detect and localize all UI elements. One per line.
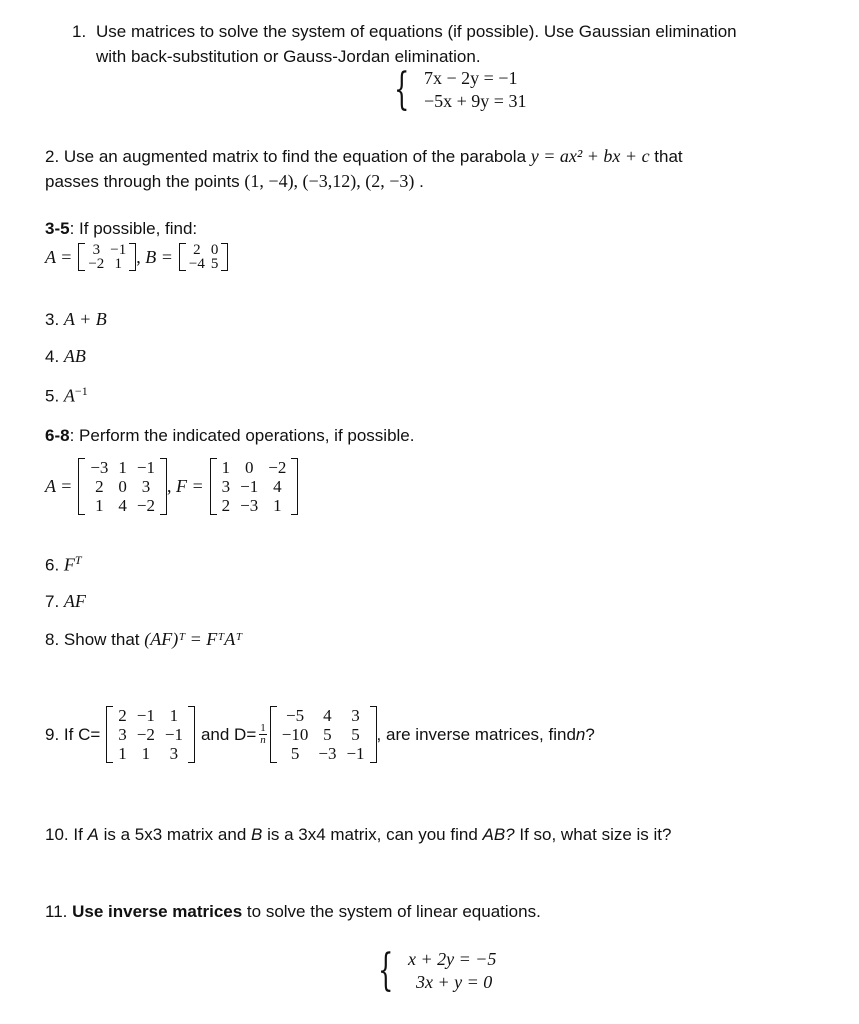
item-3: [45, 309, 107, 330]
matrix-d-cell: −5: [286, 706, 305, 725]
item-8-equation: (AF)ᵀ = FᵀAᵀ: [144, 629, 243, 649]
q2-line1: [45, 146, 683, 167]
matrix-d-cell: 5: [290, 744, 300, 763]
item-6-sup: T: [74, 553, 82, 567]
matrix-f-cell: −1: [240, 477, 259, 496]
q9-end: ?: [585, 724, 595, 744]
matrix-d: [270, 706, 377, 763]
q10-t4: If so, what size is it?: [514, 825, 672, 844]
item-4: [45, 346, 86, 367]
matrix-a3-cell: −2: [136, 496, 156, 515]
matrix-a-label: A =: [45, 246, 73, 267]
item-6-number: 6.: [45, 555, 60, 575]
matrix-a3-cell: 1: [95, 496, 104, 515]
q35-matrices: A = 3 −1 −2 1 , B = 2 0 −4 5: [45, 243, 228, 271]
matrix-a3-cell: 0: [118, 477, 127, 496]
matrix-f-cell: −2: [268, 458, 287, 477]
q9-and: and D=: [200, 724, 257, 744]
matrix-a3-cell: 2: [95, 477, 104, 496]
matrix-a-small-cell: 1: [114, 256, 123, 272]
matrix-d-cell: 3: [351, 706, 360, 725]
matrix-a3-cell: 3: [141, 477, 151, 496]
matrix-c-cell: −1: [136, 706, 155, 725]
matrix-a3-cell: −1: [136, 458, 156, 477]
q10-a: A: [87, 825, 99, 844]
q9-frac-num: 1: [260, 722, 266, 734]
matrix-a3-label: A =: [45, 476, 73, 496]
matrix-c-cell: 2: [118, 706, 127, 725]
matrix-b-small-cell: 2: [193, 242, 201, 258]
q9-frac-den: n: [260, 734, 266, 746]
item-7-expr: AF: [63, 591, 86, 611]
q11-eq2: 3x + y = 0: [416, 972, 493, 992]
q10-t1: 10. If: [45, 825, 88, 844]
q68-heading-rest: : Perform the indicated operations, if possible.: [69, 426, 415, 445]
matrix-b-small-cell: 5: [210, 256, 219, 272]
item-8: [45, 629, 242, 650]
q2-line2-suffix: .: [414, 172, 424, 191]
item-4-expr: AB: [63, 346, 86, 366]
q11-eq1: x + 2y = −5: [408, 949, 497, 969]
matrix-a3-cell: 1: [118, 458, 127, 477]
q1-line2: with back-substitution or Gauss-Jordan elimination.: [96, 47, 481, 66]
matrix-f-cell: 2: [221, 496, 231, 515]
q2-line1-suffix: that: [649, 147, 683, 166]
q68-heading-bold: 6-8: [45, 426, 70, 445]
q10-b: B: [251, 825, 263, 844]
item-6: [45, 553, 82, 576]
matrix-d-cell: −10: [281, 725, 309, 744]
matrix-d-cell: 5: [323, 725, 332, 744]
q10-ab: AB?: [482, 825, 515, 844]
q1-eq2: −5x + 9y = 31: [424, 91, 527, 111]
matrix-d-cell: 4: [323, 706, 332, 725]
matrix-f-cell: 0: [244, 458, 254, 477]
item-3-number: 3.: [45, 310, 60, 329]
matrix-b-small: [179, 243, 228, 271]
q2-equation: y = ax² + bx + c: [530, 146, 650, 166]
q68-heading: [45, 426, 414, 446]
q11-line: [45, 902, 541, 922]
q35-heading-rest: : If possible, find:: [69, 219, 198, 238]
matrix-f-cell: 3: [221, 477, 231, 496]
item-5-expr: A: [63, 385, 75, 406]
matrix-f-cell: 1: [221, 458, 231, 477]
item-4-number: 4.: [45, 347, 60, 366]
brace-icon: {: [378, 945, 394, 996]
q10-t2: is a 5x3 matrix and: [98, 825, 251, 844]
matrix-a-small: [78, 243, 136, 271]
item-5-sup: −1: [74, 384, 88, 398]
matrix-c-cell: 1: [141, 744, 151, 763]
matrix-c-cell: −1: [164, 725, 183, 744]
q1-system: [394, 64, 527, 115]
q1-line1: Use matrices to solve the system of equations (if possible). Use Gaussian elimination: [96, 22, 737, 41]
q2-points: (1, −4), (−3,12), (2, −3): [244, 171, 415, 191]
matrix-f-cell: −3: [240, 496, 259, 515]
matrix-c-cell: 1: [169, 706, 179, 725]
brace-icon: {: [394, 64, 410, 115]
q11-bold: Use inverse matrices: [72, 902, 243, 921]
q9-fraction: [259, 723, 267, 746]
q9-line: [45, 706, 595, 763]
item-7: [45, 591, 86, 612]
matrix-d-cell: 5: [351, 725, 360, 744]
matrix-c-cell: 3: [169, 744, 179, 763]
item-6-expr: F: [63, 554, 75, 575]
matrix-f-cell: 1: [273, 496, 282, 515]
matrix-a-small-cell: −2: [88, 256, 105, 272]
matrix-b-label: B =: [145, 246, 173, 267]
q2-line1-prefix: 2. Use an augmented matrix to find the equation of the parabola: [45, 147, 531, 166]
q1-eq1: 7x − 2y = −1: [424, 68, 518, 88]
q11-rest: to solve the system of linear equations.: [242, 902, 541, 921]
q9-suffix: , are inverse matrices, find: [376, 724, 576, 744]
matrix-f-cell: 4: [273, 477, 282, 496]
matrix-a3-cell: 4: [118, 496, 127, 515]
q35-heading: [45, 219, 197, 239]
matrix-b-small-cell: −4: [188, 256, 205, 272]
q2-line2-prefix: passes through the points: [45, 172, 245, 191]
matrix-a3: [78, 458, 167, 515]
item-5-number: 5.: [45, 386, 60, 406]
matrix-f-label: F =: [176, 476, 204, 496]
matrix-f: [210, 458, 299, 515]
q11-system: [378, 945, 497, 996]
q1-number: 1.: [72, 22, 87, 41]
matrix-a-small-cell: −1: [110, 242, 127, 258]
matrix-c: [106, 706, 195, 763]
matrix-d-cell: −3: [318, 744, 337, 763]
q10-line: [45, 825, 671, 845]
q9-var: n: [575, 724, 586, 744]
q9-prefix: 9. If C=: [45, 724, 101, 744]
item-3-expr: A + B: [63, 309, 107, 329]
matrix-b-small-cell: 0: [210, 242, 219, 258]
q35-heading-bold: 3-5: [45, 219, 70, 238]
item-5: [45, 384, 88, 407]
matrix-a3-cell: −3: [90, 458, 109, 477]
matrix-c-cell: 3: [118, 725, 127, 744]
matrix-a-small-cell: 3: [92, 242, 101, 258]
q2-line2: [45, 171, 424, 192]
q11-number: 11.: [45, 902, 73, 921]
matrix-d-cell: −1: [346, 744, 365, 763]
item-8-text: 8. Show that: [45, 630, 145, 649]
matrix-c-cell: −2: [136, 725, 155, 744]
item-7-number: 7.: [45, 592, 60, 611]
q68-matrices: A = −3 1 −1 2 0 3 1 4 −2 , F = 1 0 −2 3 −1 4 2 −3 1: [45, 458, 298, 515]
q10-t3: is a 3x4 matrix, can you find: [262, 825, 483, 844]
matrix-c-cell: 1: [118, 744, 127, 763]
